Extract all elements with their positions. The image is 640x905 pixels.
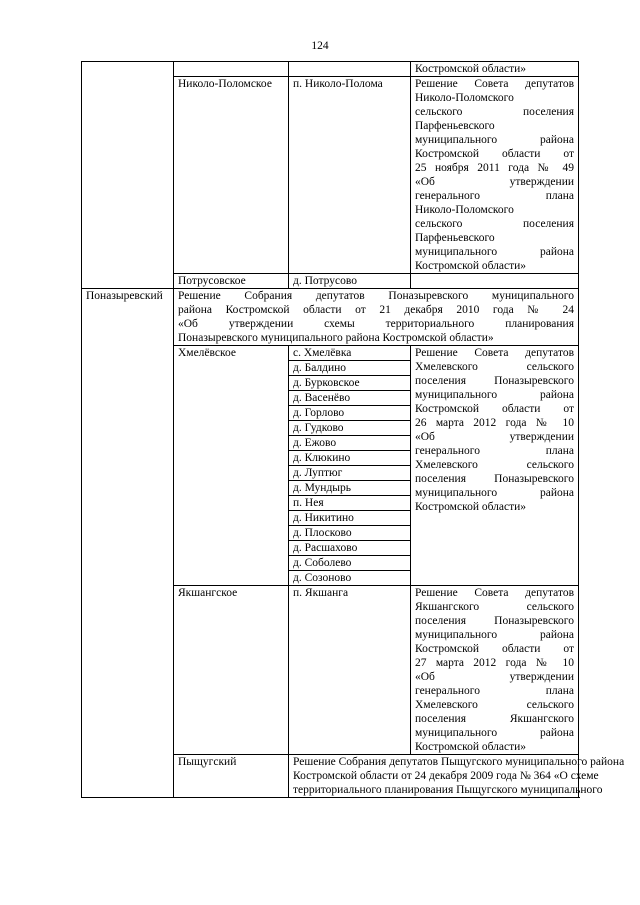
locality-cell: д. Гудково — [289, 421, 411, 436]
settlement-cell-khmelevskoe: Хмелёвское — [174, 346, 289, 586]
table-row-ponazyrevsky — [82, 289, 579, 346]
locality-cell-yakshanga: п. Якшанга — [289, 586, 411, 755]
decision-cell-nikolo-polomskoe: Решение Совета депутатов Николо-Поломского сельского поселения Парфеньевского муниципального района Костромской области от 25 ноября 2011 года № 49 «Об утверждении генерального плана Николо-Поломского сельского поселения Парфеньевского муниципального района Костромской области» — [411, 77, 579, 274]
settlement-cell-potrusovskoe: Потрусовское — [174, 274, 289, 289]
district-cell-pyshchugsky: Пыщугский — [174, 755, 289, 798]
locality-cell: д. Соболево — [289, 556, 411, 571]
locality-cell: д. Расшахово — [289, 541, 411, 556]
locality-cell: д. Никитино — [289, 511, 411, 526]
decision-cell-khmelevskoe: Решение Совета депутатов Хмелевского сельского поселения Поназыревского муниципального района Костромской области от 26 марта 2012 года № 10 «Об утверждении генерального плана Хмелевского сельского поселения Поназыревского муниципального района Костромской области» — [411, 346, 579, 586]
district-cell-ponazyrevsky: Поназыревский — [82, 289, 174, 798]
locality-cell: д. Клюкино — [289, 451, 411, 466]
locality-cell: д. Васенёво — [289, 391, 411, 406]
district-cell-continuation — [82, 62, 174, 289]
decision-cell-potrusovskoe — [411, 274, 579, 289]
decision-cell-yakshangskoe: Решение Совета депутатов Якшангского сельского поселения Поназыревского муниципального района Костромской области от 27 марта 2012 года № 10 «Об утверждении генерального плана Хмелевского сельского поселения Якшангского муниципального района Костромской области» — [411, 586, 579, 755]
settlement-cell-yakshangskoe: Якшангское — [174, 586, 289, 755]
district-decision-pyshchugsky: Решение Собрания депутатов Пыщугского муниципального района Костромской области от 24 декабря 2009 года № 364 «О схеме территориального планирования Пыщугского муниципального — [289, 755, 579, 798]
settlement-cell-continuation — [174, 62, 289, 77]
decision-cell-continuation: Костромской области» — [411, 62, 579, 77]
locality-cell: д. Луптюг — [289, 466, 411, 481]
settlement-cell-nikolo-polomskoe: Николо-Поломское — [174, 77, 289, 274]
locality-cell: д. Ежово — [289, 436, 411, 451]
locality-cell: п. Нея — [289, 496, 411, 511]
locality-cell: д. Горлово — [289, 406, 411, 421]
locality-cell: д. Балдино — [289, 361, 411, 376]
page-number: 124 — [311, 40, 329, 52]
locality-cell: с. Хмелёвка — [289, 346, 411, 361]
planning-documents-table — [81, 61, 625, 798]
district-decision-ponazyrevsky: Решение Собрания депутатов Поназыревского муниципального района Костромской области от 21 декабря 2010 года № 24 «Об утверждении схемы территориального планирования Поназыревского муниципального района Костромской области» — [174, 289, 579, 346]
locality-cell: д. Созоново — [289, 571, 411, 586]
locality-cell: д. Плосково — [289, 526, 411, 541]
locality-cell: д. Бурковское — [289, 376, 411, 391]
locality-cell-nikolo-poloma: п. Николо-Полома — [289, 77, 411, 274]
locality-cell: д. Мундырь — [289, 481, 411, 496]
locality-cell-continuation — [289, 62, 411, 77]
locality-cell-potrusovo: д. Потрусово — [289, 274, 411, 289]
table-row-continuation — [82, 62, 579, 77]
